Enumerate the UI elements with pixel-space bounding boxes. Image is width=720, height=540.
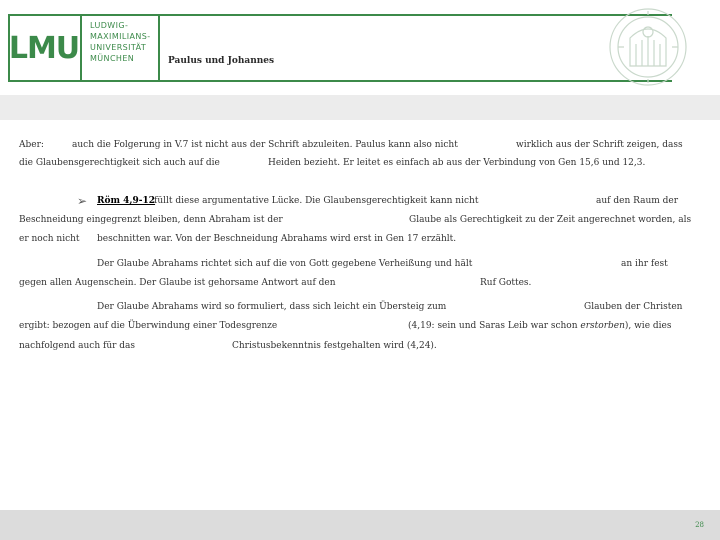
logo-line: MAXIMILIANS- bbox=[90, 32, 151, 41]
lmu-logo-mark bbox=[8, 14, 80, 82]
p2-line2-start: Beschneidung eingegrenzt bleiben, denn Abraham ist der bbox=[19, 215, 283, 225]
lmu-logo-text: LMU bbox=[8, 30, 80, 66]
p1-line1-start: Aber: bbox=[19, 140, 44, 150]
p4-line1-start: Der Glaube Abrahams wird so formuliert, dass sich leicht ein Übersteig zum bbox=[97, 302, 447, 312]
p1-line2-end: Heiden bezieht. Er leitet es einfach ab aus der Verbindung von Gen 15,6 und 12,3. bbox=[268, 158, 646, 168]
p4-line2-end bbox=[408, 321, 671, 331]
university-seal-icon bbox=[578, 6, 716, 88]
p3-line2-end: Ruf Gottes. bbox=[480, 278, 532, 288]
p4-line2-tail: ), wie dies bbox=[624, 321, 672, 331]
logo-line: MÜNCHEN bbox=[90, 54, 135, 63]
p3-line1-end: an ihr fest bbox=[621, 259, 668, 269]
p2-line3-start: er noch nicht bbox=[19, 234, 80, 244]
p4-line2-emphasis: erstorben bbox=[580, 321, 625, 331]
p3-line1-start: Der Glaube Abrahams richtet sich auf die von Gott gegebene Verheißung und hält bbox=[97, 259, 473, 269]
slide-footer bbox=[0, 510, 720, 540]
p2-line3-end: beschnitten war. Von der Beschneidung Abrahams wird erst in Gen 17 erzählt. bbox=[97, 234, 457, 244]
p1-line2-start: die Glaubensgerechtigkeit sich auch auf die bbox=[19, 158, 220, 168]
logo-divider bbox=[80, 14, 82, 82]
logo-line: UNIVERSITÄT bbox=[90, 43, 147, 52]
p4-line2-text: (4,19: sein und Saras Leib war schon bbox=[408, 321, 578, 331]
lmu-logo-wordmark bbox=[90, 20, 156, 64]
p4-line3-end: Christusbekenntnis festgehalten wird (4,24). bbox=[232, 341, 437, 351]
p2-line1-mid: füllt diese argumentative Lücke. Die Glaubensgerechtigkeit kann nicht bbox=[154, 196, 479, 206]
p1-line1-end: wirklich aus der Schrift zeigen, dass bbox=[516, 140, 683, 150]
romans-reference-link[interactable]: Röm 4,9-12 bbox=[97, 196, 156, 206]
slide-body bbox=[0, 120, 720, 510]
slide-title: Paulus und Johannes bbox=[168, 56, 275, 66]
logo-line: LUDWIG- bbox=[90, 21, 129, 30]
arrow-icon: ➢ bbox=[77, 194, 88, 208]
p4-line3-start: nachfolgend auch für das bbox=[19, 341, 136, 351]
p3-line2-start: gegen allen Augenschein. Der Glaube ist gehorsame Antwort auf den bbox=[19, 278, 336, 288]
p1-line1-mid: auch die Folgerung in V.7 ist nicht aus der Schrift abzuleiten. Paulus kann also nicht bbox=[72, 140, 458, 150]
p2-line1-end: auf den Raum der bbox=[596, 196, 679, 206]
slide-header bbox=[0, 0, 720, 95]
p2-line2-end: Glaube als Gerechtigkeit zu der Zeit angerechnet worden, als bbox=[409, 215, 692, 225]
title-band bbox=[0, 95, 720, 120]
p4-line2-start: ergibt: bezogen auf die Überwindung einer Todesgrenze bbox=[19, 321, 278, 331]
p4-line1-end: Glauben der Christen bbox=[584, 302, 683, 312]
page-number: 28 bbox=[695, 521, 704, 529]
